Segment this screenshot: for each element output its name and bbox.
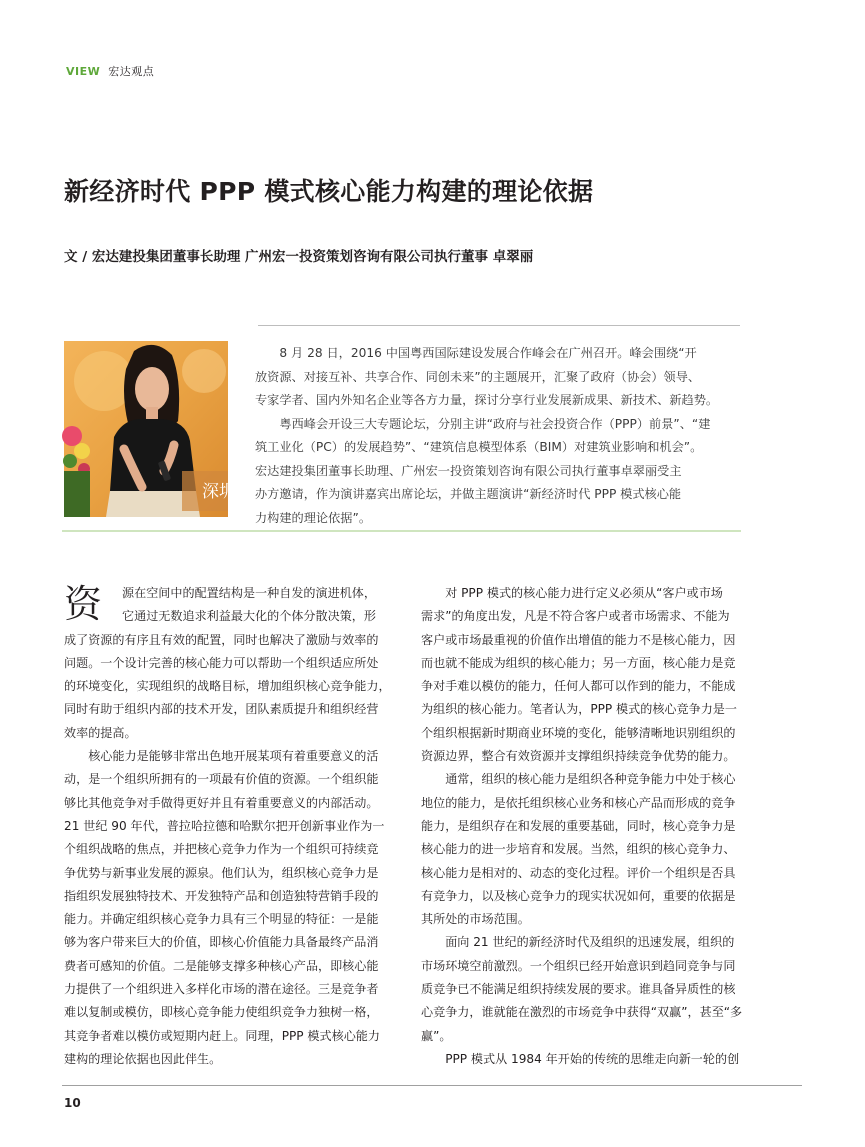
intro-line: 力构建的理论依据”。 — [255, 510, 372, 525]
intro-line: 专家学者、国内外知名企业等各方力量，探讨分享行业发展新成果、新技术、新趋势。 — [255, 393, 719, 407]
body-line: 核心能力是能够非常出色地开展某项有着重要意义的活 — [88, 749, 379, 764]
body-line: 核心能力是相对的、动态的变化过程。评价一个组织是否具 — [421, 865, 736, 880]
body-line: 而也就不能成为组织的核心能力；另一方面，核心能力是竞 — [421, 655, 736, 670]
body-line: 客户或市场最重视的价值作出增值的能力不是核心能力，因 — [421, 632, 736, 647]
body-line: 市场环境空前激烈。一个组织已经开始意识到趋同竞争与同 — [421, 958, 736, 973]
body-line: 争对手难以模仿的能力，任何人都可以作到的能力，不能成 — [421, 679, 736, 694]
body-line: 资源边界，整合有效资源并支撑组织持续竞争优势的能力。 — [421, 749, 736, 764]
body-line: 的环境变化，实现组织的战略目标，增加组织核心竞争能力， — [64, 679, 391, 694]
body-line: 赢”。 — [421, 1028, 452, 1043]
intro-line: 8 月 28 日，2016 中国粤西国际建设发展合作峰会在广州召开。峰会围绕“开 — [279, 346, 697, 360]
body-line: 动，是一个组织所拥有的一项最有价值的资源。一个组织能 — [64, 772, 379, 787]
divider-green — [62, 530, 741, 532]
intro-line: 放资源、对接互补、共享合作、同创未来”的主题展开，汇聚了政府（协会）领导、 — [255, 369, 701, 384]
divider-bottom — [62, 1085, 802, 1086]
body-line: 建构的理论依据也因此伴生。 — [64, 1051, 222, 1066]
body-line: 够为客户带来巨大的价值，即核心价值能力具备最终产品消 — [64, 935, 379, 950]
speaker-photo — [64, 341, 236, 517]
body-line: 指组织发展独特技术、开发独特产品和创造独特营销手段的 — [64, 888, 379, 903]
body-line: 够比其他竞争对手做得更好并且有着重要意义的内部活动。 — [64, 795, 379, 810]
divider-top — [258, 325, 740, 326]
body-line: 能力，是组织存在和发展的重要基础，同时，核心竞争力是 — [421, 818, 736, 833]
intro-paragraph — [255, 413, 740, 437]
body-line: 其竞争者难以模仿或短期内赶上。同理，PPP 模式核心能力 — [64, 1028, 380, 1043]
page-number: 10 — [64, 1096, 81, 1110]
body-line: 为组织的核心能力。笔者认为，PPP 模式的核心竞争力是一 — [421, 702, 737, 717]
body-line: 有竞争力，以及核心竞争力的现实状况如何，重要的依据是 — [421, 888, 736, 903]
body-line: 其所处的市场范围。 — [421, 912, 530, 927]
dropcap-block — [64, 582, 382, 629]
body-column-left — [64, 582, 391, 1071]
body-line: 争优势与新事业发展的源泉。他们认为，组织核心竞争力是 — [64, 865, 379, 880]
intro-paragraph-cont — [255, 366, 740, 413]
body-column-right — [421, 582, 741, 1071]
body-line: 对 PPP 模式的核心能力进行定义必须从“客户或市场 — [445, 586, 723, 600]
body-line: 需求”的角度出发，凡是不符合客户或者市场需求、不能为 — [421, 609, 730, 624]
body-line: 质竞争已不能满足组织持续发展的要求。谁具备异质性的核 — [421, 982, 736, 997]
intro-line: 办方邀请，作为演讲嘉宾出席论坛，并做主题演讲“新经济时代 PPP 模式核心能 — [255, 487, 682, 501]
body-line: 个组织战略的焦点，并把核心竞争力作为一个组织可持续竞 — [64, 842, 379, 857]
section-tag — [66, 63, 154, 79]
intro-summary — [255, 342, 740, 530]
body-line: 源在空间中的配置结构是一种自发的演进机体， — [122, 586, 376, 600]
intro-paragraph — [255, 342, 740, 366]
article-byline: 文 / 宏达建投集团董事长助理 广州宏一投资策划咨询有限公司执行董事 卓翠丽 — [64, 249, 534, 265]
body-line: 成了资源的有序且有效的配置，同时也解决了激励与效率的 — [64, 632, 379, 647]
body-line: 通常，组织的核心能力是组织各种竞争能力中处于核心 — [445, 772, 736, 787]
intro-line: 宏达建投集团董事长助理、广州宏一投资策划咨询有限公司执行董事卓翠丽受主 — [255, 463, 682, 478]
body-line: 力提供了一个组织进入多样化市场的潜在途径。三是竞争者 — [64, 982, 379, 997]
body-line: 能力。并确定组织核心竞争力具有三个明显的特征：一是能 — [64, 912, 379, 927]
section-tag-cn: 宏达观点 — [108, 65, 155, 78]
body-line: 难以复制或模仿，即核心竞争能力使组织竞争力独树一格， — [64, 1005, 379, 1020]
intro-line: 粤西峰会开设三大专题论坛，分别主讲“政府与社会投资合作（PPP）前景”、“建 — [279, 416, 711, 431]
banner-text: 深圳 — [202, 482, 236, 502]
body-line: 地位的能力，是依托组织核心业务和核心产品而形成的竞争 — [421, 795, 736, 810]
section-tag-en: VIEW — [66, 65, 101, 78]
body-line: 个组织根据新时期商业环境的变化，能够清晰地识别组织的 — [421, 725, 736, 740]
body-line: 同时有助于组织内部的技术开发，团队素质提升和组织经营 — [64, 702, 379, 717]
body-line: 效率的提高。 — [64, 725, 137, 740]
body-line: 它通过无数追求利益最大化的个体分散决策，形 — [122, 609, 376, 624]
intro-paragraph-cont — [255, 436, 740, 530]
body-line: 心竞争力，谁就能在激烈的市场竞争中获得“双赢”，甚至“多 — [421, 1005, 743, 1020]
body-line: 问题。一个设计完善的核心能力可以帮助一个组织适应所处 — [64, 655, 379, 670]
body-line: 核心能力的进一步培育和发展。当然，组织的核心竞争力、 — [421, 842, 736, 857]
body-line: 费者可感知的价值。二是能够支撑多种核心产品，即核心能 — [64, 958, 379, 973]
body-line: PPP 模式从 1984 年开始的传统的思维走向新一轮的创 — [445, 1051, 740, 1066]
article-title: 新经济时代 PPP 模式核心能力构建的理论依据 — [64, 177, 594, 206]
body-line: 21 世纪 90 年代，普拉哈拉德和哈默尔把开创新事业作为一 — [64, 818, 385, 833]
intro-line: 筑工业化（PC）的发展趋势”、“建筑信息模型体系（BIM）对建筑业影响和机会”。 — [255, 440, 703, 454]
dropcap: 资 — [64, 582, 103, 626]
body-line: 面向 21 世纪的新经济时代及组织的迅速发展，组织的 — [445, 935, 735, 950]
